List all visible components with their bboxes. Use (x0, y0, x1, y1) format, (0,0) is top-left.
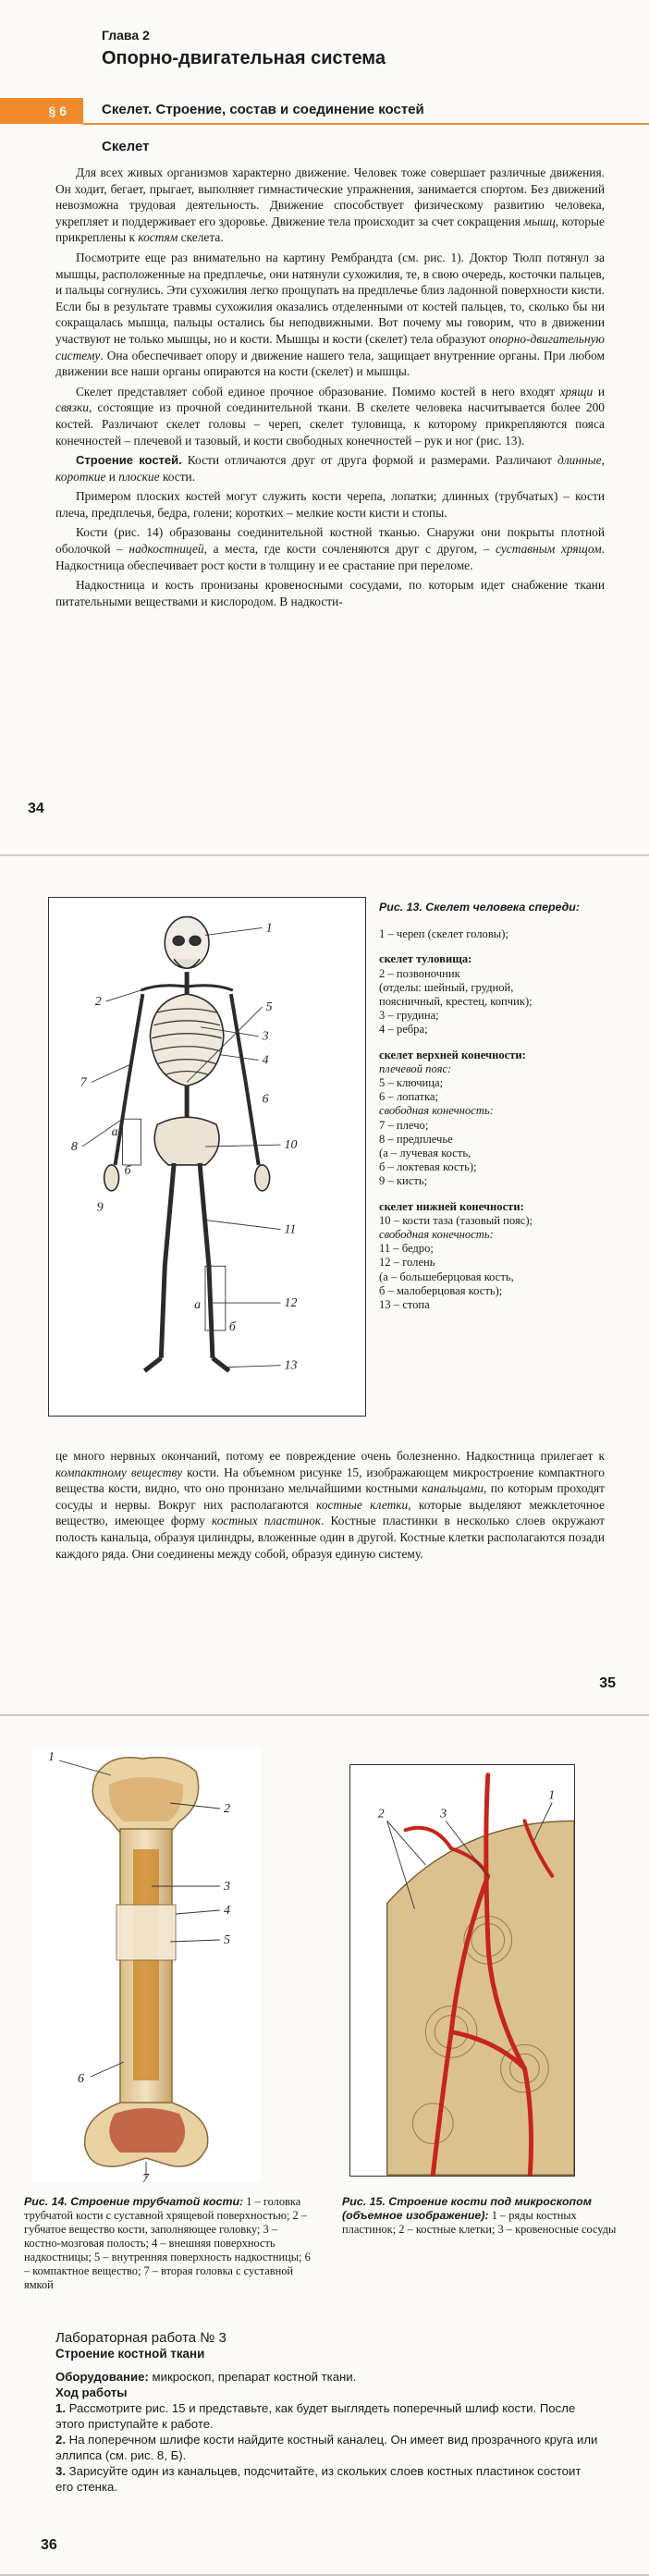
emphasis: мышц (523, 214, 556, 228)
eye-socket-shape (190, 936, 201, 945)
leader-line (205, 927, 263, 935)
step-number: 1. (55, 2401, 66, 2415)
text: . Костные пластинки в несколько слоев окружают полость канальца, образуя цилиндры, вложенные один в другой. Костные клетки располагаются позади каждого ряда. Они соединены между собой, образуя единую систему. (55, 1514, 605, 1561)
leader-line (91, 2062, 124, 2077)
page-35-body (55, 1448, 605, 1562)
emphasis: плоские (118, 469, 160, 484)
label-6: 6 (78, 2072, 84, 2086)
caption-line: 12 – голень (379, 1256, 435, 1270)
lab-title: Лабораторная работа № 3 (55, 2330, 227, 2346)
paragraph: Примером плоских костей могут служить кости черепа, лопатки; длинных (трубчатых) – кости плеча, предплечья, бедра, голени; коротких – мелкие кости кисти и стопы. (55, 489, 605, 520)
emphasis: надкостницей (129, 542, 204, 557)
right-leg-shape (200, 1163, 213, 1358)
text: , которые выделяют межклеточное вещество, имеющее форму (55, 1497, 605, 1528)
figure-13-skeleton (48, 897, 366, 1417)
label-1: 1 (265, 921, 273, 936)
left-leg-shape (161, 1163, 174, 1358)
caption-line: 5 – ключица; (379, 1076, 444, 1090)
hand-shape (104, 1165, 119, 1191)
caption-line: 4 – ребра; (379, 1023, 428, 1037)
spongy-bone-shape (109, 1777, 183, 1822)
leader-line (170, 1940, 220, 1942)
bone-block-shape (387, 1821, 574, 2175)
page-number: 34 (28, 801, 44, 816)
lab-step (55, 2463, 601, 2495)
text: . Она обеспечивает опору и движение нашего тела, защищает внутренние органы. При любом движении все наши органы опираются на кости (скелет) и мышцы. (55, 348, 605, 379)
paragraph (55, 1448, 605, 1562)
emphasis: длинные, короткие (55, 453, 606, 484)
skeleton-illustration (49, 898, 365, 1416)
emphasis: опорно-двигательную систему (55, 331, 605, 362)
label-3: 3 (262, 1029, 269, 1044)
section-title: Скелет. Строение, состав и соединение костей (102, 102, 424, 117)
section-number: § 6 (0, 98, 83, 124)
text: и (593, 384, 605, 399)
long-bone-illustration (31, 1748, 261, 2182)
label-13: 13 (284, 1358, 298, 1373)
caption-group-head: скелет туловища: (379, 952, 472, 966)
label-1: 1 (548, 1788, 556, 1803)
step-text: Рассмотрите рис. 15 и представьте, как будет выглядеть поперечный шлиф кости. После этого приступайте к работе. (55, 2401, 576, 2431)
emphasis: костные клетки (316, 1497, 409, 1512)
text: Посмотрите еще раз внимательно на картину Рембрандта (см. рис. 1). Доктор Тюлп потянул за мышцы, расположенные на предплечье, они натянули сухожилия, те, в свою очередь, косточки пальцев, и пальцы согнулись. Эти сухожилия легко прощупать на предплечье близ ладонной поверхности кисти. Если бы в результате травмы сухожилия оказались отделенными от костей пальцев, то, сколько бы ни сокращалась мышца, пальцы остались бы неподвижными. Вот почему мы говорим, что в движении участвуют не только мышцы, но и кости. Мышцы и кости (скелет) тела образуют (55, 250, 605, 346)
page-35 (0, 856, 649, 1716)
caption-line: 10 – кости таза (тазовый пояс); (379, 1213, 533, 1227)
text: Для всех живых организмов характерно движение. Человек тоже совершает различные движения. Он ходит, бегает, прыгает, выполняет гимнастические упражнения, занимается спортом. Без движений невозможна трудовая деятельность. Движение способствует физическому развитию человека, укрепляет и поддерживает его здоровье. Движение тела происходит за счет сокращения (55, 166, 605, 228)
equipment-text: микроскоп, препарат костной ткани. (148, 2370, 357, 2384)
caption-body: 1 – головка трубчатой кости с суставной хрящевой поверхностью; 2 – губчатое вещество кости, заполняющее головку; 3 – костно-мозговая полость; 4 – внешняя поверхность надкостницы; 5 – внутренняя поверхность надкостницы; 6 – компактное вещество; 7 – вторая головка с суставной ямкой (24, 2195, 311, 2291)
figure-14-caption (24, 2195, 311, 2292)
label-2: 2 (224, 1802, 230, 1816)
caption-group-head: скелет верхней конечности: (379, 1048, 526, 1061)
feet-shape (144, 1358, 228, 1371)
caption-line: (отделы: шейный, грудной, (379, 980, 514, 994)
procedure-label: Ход работы (55, 2386, 128, 2399)
emphasis: костям (138, 230, 178, 245)
figure-15-caption (342, 2195, 619, 2237)
label-12a: а (194, 1298, 202, 1313)
caption-line: 7 – плечо; (379, 1118, 429, 1132)
text: Кости (рис. 14) образованы соединительной костной тканью. Снаружи они покрыты плотной оболочкой – (55, 525, 605, 557)
label-8a: а (111, 1125, 118, 1140)
paragraph (55, 384, 605, 448)
paragraph (55, 165, 605, 246)
caption-body: 1 – ряды костных пластинок; 2 – костные клетки; 3 – кровеносные сосуды (342, 2209, 617, 2236)
step-text: На поперечном шлифе кости найдите костный каналец. Он имеет вид прозрачного круга или эллипса (см. рис. 8, Б). (55, 2433, 598, 2462)
label-1: 1 (48, 1750, 55, 1764)
caption-line: поясничный, крестец, копчик); (379, 995, 533, 1009)
leader-line (106, 990, 141, 1001)
caption-title: Рис. 13. Скелет человека спереди: (379, 901, 580, 914)
left-arm-shape (116, 994, 143, 1165)
caption-subhead: свободная конечность: (379, 1228, 494, 1242)
emphasis: хрящи (559, 384, 594, 399)
caption-line: 3 – грудина; (379, 1009, 439, 1023)
text: , а места, где кости сочленяются друг с другом, – (203, 542, 496, 557)
leader-line (92, 1064, 132, 1083)
leader-line (224, 1366, 281, 1368)
label-2: 2 (94, 994, 102, 1009)
caption-line: 8 – предплечье (379, 1132, 453, 1146)
hand-shape (255, 1165, 270, 1191)
text: , по которым проходят сосуды и нервы. Вокруг них располагаются (55, 1481, 605, 1512)
caption-line: б – малоберцовая кость); (379, 1283, 503, 1297)
lab-work-block (55, 2330, 601, 2495)
label-5: 5 (224, 1933, 230, 1947)
emphasis: компактному веществу (55, 1465, 183, 1479)
label-8b: б (124, 1163, 131, 1178)
subheading-skeleton: Скелет (102, 139, 150, 154)
caption-line: б – локтевая кость); (379, 1160, 477, 1174)
caption-line: 2 – позвоночник (379, 966, 460, 980)
label-10: 10 (284, 1138, 298, 1153)
chapter-title: Опорно-двигательная система (102, 48, 386, 68)
text: и (105, 469, 119, 484)
step-number: 3. (55, 2464, 66, 2478)
paragraph (55, 452, 605, 485)
emphasis: канальцами (422, 1481, 484, 1496)
label-2: 2 (377, 1807, 385, 1822)
text: кости. (159, 469, 196, 484)
text: , состоящие из прочной соединительной ткани. В скелете человека насчитывается более 200 костей. Различают скелет головы – череп, скелет туловища, к которому прикрепляются пояса конечностей – плечевой и тазовый, и кости свободных конечностей – рук и ног (рис. 13). (55, 400, 605, 448)
right-arm-shape (231, 994, 259, 1165)
inline-heading: Строение костей. (76, 453, 182, 468)
figure-13-caption (379, 901, 629, 1312)
caption-line: 9 – кисть; (379, 1174, 428, 1188)
text: Скелет представляет собой единое прочное образование. Помимо костей в него входят (76, 384, 560, 399)
page-number: 35 (599, 1675, 616, 1691)
label-7: 7 (80, 1075, 87, 1090)
periosteum-cutaway-shape (116, 1905, 176, 1960)
text: Кости отличаются друг от друга формой и размерами. Различают (181, 453, 558, 468)
caption-line: 1 – череп (скелет головы); (379, 927, 508, 941)
lab-subtitle: Строение костной ткани (55, 2347, 205, 2361)
paragraph: Надкостница и кость пронизаны кровеносными сосудами, по которым идет снабжение ткани питательными веществами и кислородом. В надкости- (55, 578, 605, 608)
step-number: 2. (55, 2433, 66, 2447)
label-12b: б (228, 1319, 236, 1334)
label-8: 8 (70, 1140, 78, 1155)
text: скелета. (178, 230, 224, 245)
caption-line: (а – большеберцовая кость, (379, 1270, 514, 1283)
emphasis: суставным хрящом (496, 542, 602, 557)
page-34 (0, 0, 649, 856)
figure-15-bone-microstructure (349, 1764, 575, 2177)
label-7: 7 (142, 2172, 149, 2182)
label-4: 4 (224, 1904, 230, 1918)
section-rule (83, 123, 649, 125)
label-9: 9 (96, 1200, 104, 1215)
lab-step (55, 2400, 601, 2432)
pelvis-shape (154, 1117, 219, 1165)
page-34-body (55, 165, 605, 609)
caption-subhead: свободная конечность: (379, 1104, 494, 1118)
text: , которые прикреплены к (55, 214, 605, 245)
red-marrow-shape (109, 2108, 185, 2153)
label-4: 4 (262, 1053, 269, 1068)
lab-step (55, 2432, 601, 2463)
marrow-cavity-shape (133, 1849, 159, 2080)
caption-subhead: плечевой пояс: (379, 1061, 452, 1075)
forearm-box (123, 1119, 141, 1165)
lab-equipment (55, 2369, 601, 2385)
caption-line: 6 – лопатка; (379, 1090, 438, 1104)
caption-line: 13 – стопа (379, 1298, 430, 1312)
caption-group-head: скелет нижней конечности: (379, 1199, 524, 1213)
text: це много нервных окончаний, потому ее повреждение очень болезненно. Надкостница прилегает к (55, 1449, 605, 1463)
step-text: Зарисуйте один из канальцев, подсчитайте, из скольких слоев костных пластинок состоит его стенка. (55, 2464, 582, 2494)
leader-line (176, 1910, 220, 1914)
paragraph (55, 250, 605, 380)
emphasis: связки (55, 400, 89, 415)
caption-line: (а – лучевая кость, (379, 1147, 471, 1160)
text: кости. На объемном рисунке 15, изображающем микростроение компактного вещества кости, видно, что оно пронизано мельчайшими костными (55, 1465, 605, 1496)
section-header (0, 98, 649, 124)
eye-socket-shape (173, 936, 184, 945)
label-6: 6 (262, 1092, 269, 1107)
label-3: 3 (224, 1880, 230, 1894)
caption-title: Рис. 15. Строение кости под микроскопом (объемное изображение): (342, 2195, 592, 2222)
paragraph (55, 524, 605, 573)
label-12: 12 (284, 1296, 298, 1311)
label-5: 5 (265, 1000, 273, 1014)
equipment-label: Оборудование: (55, 2370, 149, 2384)
figure-15-labels (378, 1789, 555, 1822)
text: . Надкостница обеспечивает рост кости в толщину и ее срастание при переломе. (55, 542, 606, 572)
ribcage-shape (150, 994, 224, 1086)
label-3: 3 (440, 1807, 447, 1822)
caption-line: 11 – бедро; (379, 1242, 434, 1256)
chapter-label: Глава 2 (102, 28, 150, 43)
emphasis: костных пластинок (211, 1514, 322, 1528)
page-36 (0, 1716, 649, 2576)
page-number: 36 (41, 2537, 57, 2553)
bone-microstructure-illustration (350, 1765, 574, 2176)
figure-14-long-bone (31, 1748, 261, 2182)
caption-title: Рис. 14. Строение трубчатой кости: (24, 2195, 244, 2208)
label-11: 11 (284, 1222, 297, 1237)
leader-line (220, 1055, 259, 1061)
leader-line (205, 1221, 281, 1230)
